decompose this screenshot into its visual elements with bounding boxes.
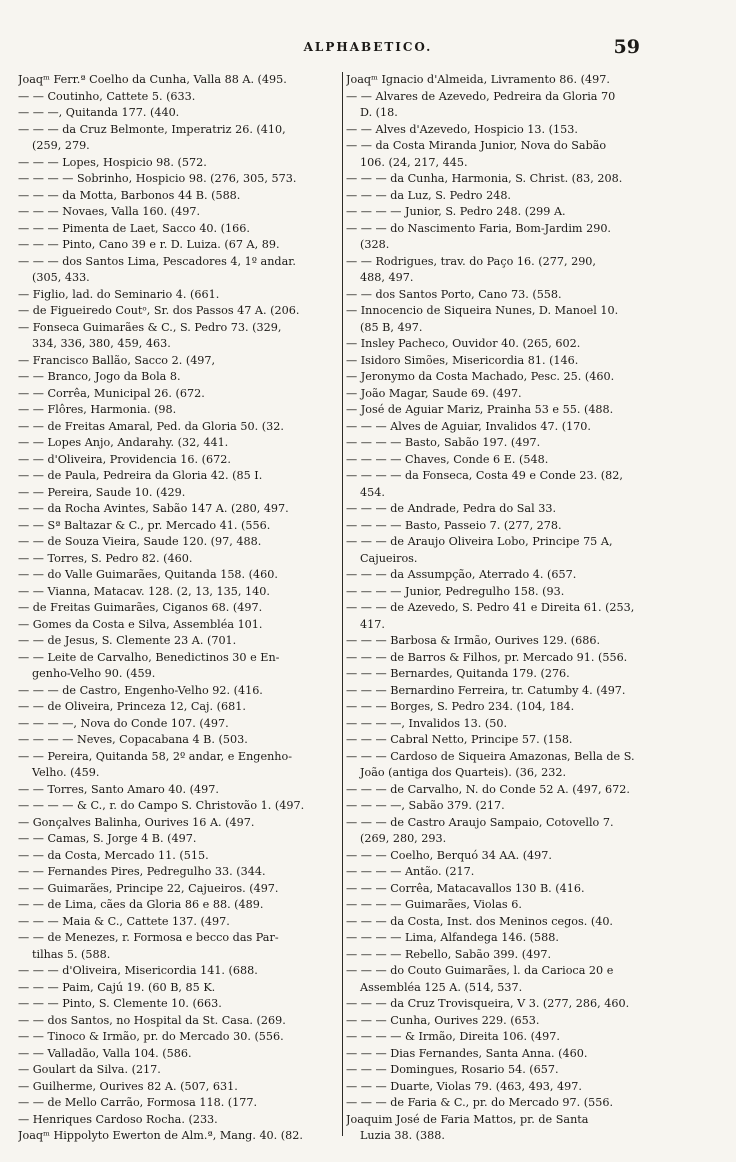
directory-entry: — Henriques Cardoso Rocha. (233. xyxy=(18,1112,218,1126)
directory-entry: — — — — Junior, S. Pedro 248. (299 A. xyxy=(346,205,566,218)
directory-entry: — — Tinoco & Irmão, pr. do Mercado 30. (556. xyxy=(18,1030,284,1043)
directory-entry: — — Guimarães, Principe 22, Cajueiros. (497. xyxy=(18,881,279,895)
directory-entry: — — — Barbosa & Irmão, Ourives 129. (686. xyxy=(346,634,601,647)
directory-entry: — — da Costa, Mercado 11. (515. xyxy=(18,848,209,862)
page-header xyxy=(0,36,736,62)
directory-entry: Joaquim José de Faria Mattos, pr. de Santa xyxy=(346,1112,589,1126)
directory-entry: — — — Corrêa, Matacavallos 130 B. (416. xyxy=(346,881,585,895)
directory-entry: — — Torres, S. Pedro 82. (460. xyxy=(18,551,193,565)
directory-entry: João (antiga dos Quarteis). (36, 232. xyxy=(360,766,567,779)
directory-entry: — — Branco, Jogo da Bola 8. xyxy=(18,370,181,383)
column-divider xyxy=(342,72,343,1136)
directory-entry: — — — da Cunha, Harmonia, S. Christ. (83, 208. xyxy=(346,172,623,185)
directory-entry: Velho. (459. xyxy=(32,766,100,779)
directory-entry: — Jeronymo da Costa Machado, Pesc. 25. (460. xyxy=(346,370,615,383)
directory-entry: (259, 279. xyxy=(32,139,90,152)
directory-entry: — — — da Cruz Belmonte, Imperatriz 26. (410, xyxy=(18,122,286,136)
directory-entry: — — do Valle Guimarães, Quitanda 158. (460. xyxy=(18,568,278,581)
directory-entry: — — — — Junior, Pedregulho 158. (93. xyxy=(346,584,565,598)
directory-entry: — — — Maia & C., Cattete 137. (497. xyxy=(18,914,230,928)
directory-entry: — — — —, Nova do Conde 107. (497. xyxy=(18,716,229,730)
directory-entry: — — Coutinho, Cattete 5. (633. xyxy=(18,89,196,103)
directory-entry: — — — da Cruz Trovisqueira, V 3. (277, 286, 460. xyxy=(346,997,630,1010)
directory-entry: — Francisco Ballão, Sacco 2. (497, xyxy=(18,353,216,367)
directory-entry: — de Figueiredo Coutᵒ, Sr. dos Passos 47 A. (206. xyxy=(18,304,300,317)
directory-entry: genho-Velho 90. (459. xyxy=(32,667,156,680)
directory-entry: — — — — da Fonseca, Costa 49 e Conde 23. (82, xyxy=(346,469,623,482)
directory-entry: — — dos Santos Porto, Cano 73. (558. xyxy=(346,287,562,301)
directory-entry: — — — Borges, S. Pedro 234. (104, 184. xyxy=(346,700,575,713)
directory-entry: — — — d'Oliveira, Misericordia 141. (688. xyxy=(18,964,258,977)
directory-entry: — — Alvares de Azevedo, Pedreira da Gloria 70 xyxy=(346,89,616,103)
directory-entry: — José de Aguiar Mariz, Prainha 53 e 55. (488. xyxy=(346,403,614,416)
directory-entry: — — de Paula, Pedreira da Gloria 42. (85 I. xyxy=(18,469,263,482)
directory-entry: — Goulart da Silva. (217. xyxy=(18,1063,161,1076)
page-number: 59 xyxy=(613,36,640,58)
directory-entry: — — Vianna, Matacav. 128. (2, 13, 135, 140. xyxy=(18,584,270,598)
directory-entry: — — da Rocha Avintes, Sabão 147 A. (280, 497. xyxy=(18,502,289,515)
directory-entry: — Isidoro Simões, Misericordia 81. (146. xyxy=(346,353,579,367)
directory-entry: — — —, Quitanda 177. (440. xyxy=(18,106,180,119)
directory-entry: — — — dos Santos Lima, Pescadores 4, 1º andar. xyxy=(18,254,296,268)
directory-entry: — — de Oliveira, Princeza 12, Caj. (681. xyxy=(18,700,246,713)
directory-entry: — — Rodrigues, trav. do Paço 16. (277, 290, xyxy=(346,254,596,268)
directory-entry: — — — Duarte, Violas 79. (463, 493, 497. xyxy=(346,1079,582,1093)
directory-entry: — Insley Pacheco, Ouvidor 40. (265, 602. xyxy=(346,337,581,350)
directory-entry: — — de Freitas Amaral, Ped. da Gloria 50. (32. xyxy=(18,419,284,433)
directory-entry: Joaqᵐ Ignacio d'Almeida, Livramento 86. (497. xyxy=(346,73,610,86)
directory-entry: — — Pereira, Saude 10. (429. xyxy=(18,485,186,499)
running-title: ALPHABETICO. xyxy=(303,40,433,54)
right-column xyxy=(346,72,668,1145)
directory-entry: — — — do Nascimento Faria, Bom-Jardim 290. xyxy=(346,221,611,235)
directory-entry: Assembléa 125 A. (514, 537. xyxy=(360,980,523,994)
directory-entry: — Gonçalves Balinha, Ourives 16 A. (497. xyxy=(18,815,255,829)
directory-entry: — — de Jesus, S. Clemente 23 A. (701. xyxy=(18,634,237,647)
directory-entry: — — de Souza Vieira, Saude 120. (97, 488. xyxy=(18,535,262,548)
directory-entry: (305, 433. xyxy=(32,271,90,284)
directory-entry: — — Torres, Santo Amaro 40. (497. xyxy=(18,782,219,796)
directory-entry: — — — — Sobrinho, Hospicio 98. (276, 305, 573. xyxy=(18,172,297,185)
directory-entry: — — de Mello Carrão, Formosa 118. (177. xyxy=(18,1096,258,1109)
directory-entry: — — — — Rebello, Sabão 399. (497. xyxy=(346,947,552,961)
directory-entry: — — Corrêa, Municipal 26. (672. xyxy=(18,386,205,400)
directory-entry: — — — Paim, Cajú 19. (60 B, 85 K. xyxy=(18,980,216,994)
directory-entry: — — — Coelho, Berquó 34 AA. (497. xyxy=(346,848,552,862)
directory-entry: Joaqᵐ Hippolyto Ewerton de Alm.ª, Mang. 40. (82. xyxy=(18,1129,303,1142)
directory-entry: — — — de Azevedo, S. Pedro 41 e Direita 61. (253, xyxy=(346,601,635,614)
directory-entry: — — — Pinto, Cano 39 e r. D. Luiza. (67 A, 89. xyxy=(18,238,280,251)
directory-entry: — — — Dias Fernandes, Santa Anna. (460. xyxy=(346,1046,588,1060)
directory-entry: — — — — & C., r. do Campo S. Christovão 1. (497. xyxy=(18,799,305,812)
directory-entry: — — — — Neves, Copacabana 4 B. (503. xyxy=(18,733,248,746)
directory-entry: — Guilherme, Ourives 82 A. (507, 631. xyxy=(18,1079,238,1093)
directory-entry: (85 B, 497. xyxy=(360,320,423,334)
directory-entry: — — da Costa Miranda Junior, Nova do Sabão xyxy=(346,139,607,152)
directory-entry: — — de Lima, cães da Gloria 86 e 88. (489. xyxy=(18,898,264,911)
directory-entry: — — — —, Invalidos 13. (50. xyxy=(346,716,508,730)
directory-entry: — — — Pimenta de Laet, Sacco 40. (166. xyxy=(18,221,250,235)
directory-entry: — de Freitas Guimarães, Ciganos 68. (497. xyxy=(18,601,263,614)
directory-entry: — — — — Antão. (217. xyxy=(346,865,475,878)
directory-entry: 417. xyxy=(360,617,385,631)
directory-entry: — — d'Oliveira, Providencia 16. (672. xyxy=(18,452,231,466)
directory-entry: — João Magar, Saude 69. (497. xyxy=(346,386,522,400)
directory-entry: — — de Menezes, r. Formosa e becco das Par- xyxy=(18,931,279,944)
directory-entry: — — — — & Irmão, Direita 106. (497. xyxy=(346,1030,560,1043)
directory-entry: 454. xyxy=(360,485,385,499)
directory-entry: — — — de Faria & C., pr. do Mercado 97. (556. xyxy=(346,1096,614,1109)
directory-entry: 106. (24, 217, 445. xyxy=(360,155,468,169)
directory-entry: — — — Alves de Aguiar, Invalidos 47. (170. xyxy=(346,419,591,433)
directory-entry: D. (18. xyxy=(360,106,398,119)
directory-entry: — — — da Assumpção, Aterrado 4. (657. xyxy=(346,568,577,581)
directory-entry: 488, 497. xyxy=(360,271,414,284)
directory-entry: (269, 280, 293. xyxy=(360,832,447,845)
directory-entry: — Fonseca Guimarães & C., S. Pedro 73. (329, xyxy=(18,320,282,334)
directory-entry: — — Camas, S. Jorge 4 B. (497. xyxy=(18,832,197,845)
directory-entry: Luzia 38. (388. xyxy=(360,1129,445,1142)
directory-entry: — — — de Araujo Oliveira Lobo, Principe 75 A, xyxy=(346,535,613,548)
directory-entry: Joaqᵐ Ferr.ª Coelho da Cunha, Valla 88 A. (495. xyxy=(18,73,287,86)
directory-entry: — Innocencio de Siqueira Nunes, D. Manoel 10. xyxy=(346,304,619,317)
directory-entry: — — Lopes Anjo, Andarahy. (32, 441. xyxy=(18,436,229,449)
directory-entry: — — — de Carvalho, N. do Conde 52 A. (497, 672. xyxy=(346,782,630,796)
directory-entry: — — — de Castro, Engenho-Velho 92. (416. xyxy=(18,683,263,697)
directory-entry: — — Alves d'Azevedo, Hospicio 13. (153. xyxy=(346,122,578,136)
directory-entry: — — Fernandes Pires, Pedregulho 33. (344. xyxy=(18,865,266,878)
directory-entry: — — — Cardoso de Siqueira Amazonas, Bella de S. xyxy=(346,749,635,763)
directory-entry: — — — — Guimarães, Violas 6. xyxy=(346,898,522,911)
directory-entry: — Figlio, lad. do Seminario 4. (661. xyxy=(18,287,220,301)
directory-entry: — — Sª Baltazar & C., pr. Mercado 41. (556. xyxy=(18,518,271,532)
directory-entry: — — — Novaes, Valla 160. (497. xyxy=(18,205,201,218)
directory-entry: — — — da Luz, S. Pedro 248. xyxy=(346,188,511,202)
directory-entry: — — Flôres, Harmonia. (98. xyxy=(18,403,177,416)
directory-entry: — — — de Castro Araujo Sampaio, Cotovello 7. xyxy=(346,815,614,829)
left-column xyxy=(18,72,340,1145)
directory-entry: — — Pereira, Quitanda 58, 2º andar, e Engenho- xyxy=(18,749,292,763)
directory-entry: — — — — Basto, Sabão 197. (497. xyxy=(346,436,541,449)
directory-entry: — — — Cabral Netto, Principe 57. (158. xyxy=(346,733,573,746)
directory-entry: — — — de Andrade, Pedra do Sal 33. xyxy=(346,502,557,515)
directory-entry: — — — —, Sabão 379. (217. xyxy=(346,799,505,812)
directory-entry: — — dos Santos, no Hospital da St. Casa. (269. xyxy=(18,1013,286,1027)
directory-entry: — — — Pinto, S. Clemente 10. (663. xyxy=(18,997,222,1010)
directory-entry: 334, 336, 380, 459, 463. xyxy=(32,337,171,350)
directory-entry: — — — — Lima, Alfandega 146. (588. xyxy=(346,931,559,944)
directory-entry: — — Leite de Carvalho, Benedictinos 30 e En- xyxy=(18,650,280,664)
directory-entry: — — — — Basto, Passeio 7. (277, 278. xyxy=(346,518,562,532)
directory-entry: — Gomes da Costa e Silva, Assembléa 101. xyxy=(18,617,263,631)
directory-entry: — — — Bernardes, Quitanda 179. (276. xyxy=(346,667,570,680)
directory-entry: (328. xyxy=(360,238,390,251)
directory-entry: — — — Cunha, Ourives 229. (653. xyxy=(346,1013,540,1027)
directory-entry: — — — de Barros & Filhos, pr. Mercado 91. (556. xyxy=(346,650,628,664)
directory-entry: — — Valladão, Valla 104. (586. xyxy=(18,1046,192,1060)
directory-entry: tilhas 5. (588. xyxy=(32,947,111,961)
directory-entry: — — — — Chaves, Conde 6 E. (548. xyxy=(346,452,549,466)
directory-entry: Cajueiros. xyxy=(360,551,418,565)
directory-entry: — — — Bernardino Ferreira, tr. Catumby 4. (497. xyxy=(346,683,626,697)
directory-entry: — — — da Motta, Barbonos 44 B. (588. xyxy=(18,188,241,202)
directory-entry: — — — Domingues, Rosario 54. (657. xyxy=(346,1063,559,1076)
directory-entry: — — — da Costa, Inst. dos Meninos cegos. (40. xyxy=(346,914,613,928)
directory-entry: — — — Lopes, Hospicio 98. (572. xyxy=(18,155,207,169)
directory-entry: — — — do Couto Guimarães, l. da Carioca 20 e xyxy=(346,964,614,977)
